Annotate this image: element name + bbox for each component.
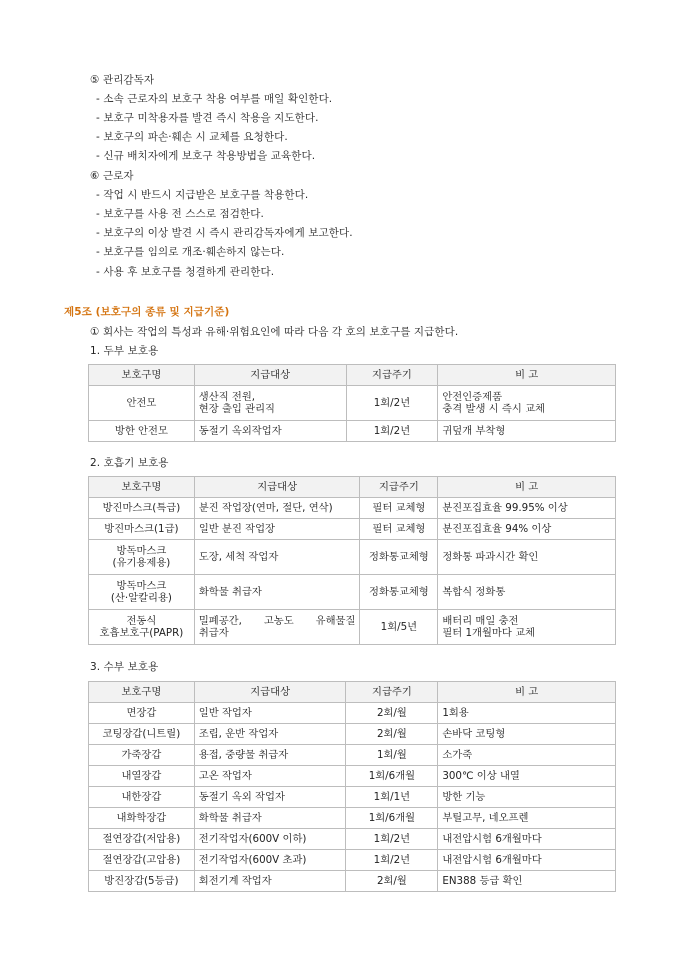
table-header-row [89, 682, 616, 703]
remark-cell: 300℃ 이상 내열 [438, 766, 616, 787]
item-name-cell: 내열장갑 [89, 766, 195, 787]
remark-cell: 분진포집효율 94% 이상 [438, 519, 616, 540]
cycle-cell: 1회/2년 [346, 386, 438, 421]
remark-cell: 배터리 매일 충전 필터 1개월마다 교체 [438, 610, 616, 645]
respiratory-protection-table [88, 476, 616, 645]
cycle-cell: 1회/2년 [346, 850, 438, 871]
table-row [89, 808, 616, 829]
column-header: 보호구명 [89, 477, 195, 498]
head-protection-table [88, 364, 616, 442]
remark-cell: 안전인증제품 충격 발생 시 즉시 교체 [438, 386, 616, 421]
target-cell: 일반 분진 작업장 [194, 519, 360, 540]
item-name-cell: 내화학장갑 [89, 808, 195, 829]
table-row [89, 610, 616, 645]
item-name-cell: 방독마스크 (유기용제용) [89, 540, 195, 575]
table-title-head: 1. 두부 보호용 [90, 345, 159, 357]
worker-item: - 보호구의 이상 발견 시 즉시 관리감독자에게 보고한다. [96, 227, 353, 239]
target-cell: 동절기 옥외 작업자 [194, 787, 346, 808]
target-cell: 화학물 취급자 [194, 808, 346, 829]
column-header: 보호구명 [89, 682, 195, 703]
remark-cell: 부틸고무, 네오프렌 [438, 808, 616, 829]
manager-heading: ⑤ 관리감독자 [90, 74, 155, 86]
table-title-hand: 3. 수부 보호용 [90, 661, 159, 673]
table-title-respiratory: 2. 호흡기 보호용 [90, 457, 169, 469]
column-header: 지급대상 [194, 682, 346, 703]
table-row [89, 766, 616, 787]
column-header: 지급주기 [346, 365, 438, 386]
target-cell: 용접, 중량물 취급자 [194, 745, 346, 766]
remark-cell: 소가죽 [438, 745, 616, 766]
table-row [89, 540, 616, 575]
table-header-row [89, 477, 616, 498]
hand-protection-table [88, 681, 616, 892]
table-row [89, 850, 616, 871]
remark-cell: 분진포집효율 99.95% 이상 [438, 498, 616, 519]
column-header: 비 고 [438, 365, 616, 386]
table-row [89, 386, 616, 421]
cycle-cell: 필터 교체형 [360, 519, 438, 540]
item-name-cell: 안전모 [89, 386, 195, 421]
target-cell: 고온 작업자 [194, 766, 346, 787]
target-cell: 동절기 옥외작업자 [194, 421, 346, 442]
manager-item: - 신규 배치자에게 보호구 착용방법을 교육한다. [96, 150, 316, 162]
remark-cell: 정화통 파과시간 확인 [438, 540, 616, 575]
target-cell: 전기작업자(600V 이하) [194, 829, 346, 850]
table-row [89, 421, 616, 442]
cycle-cell: 2회/월 [346, 703, 438, 724]
remark-cell: 복합식 정화통 [438, 575, 616, 610]
cycle-cell: 1회/5년 [360, 610, 438, 645]
item-name-cell: 절연장갑(저압용) [89, 829, 195, 850]
manager-item: - 보호구 미착용자를 발견 즉시 착용을 지도한다. [96, 112, 319, 124]
column-header: 지급대상 [194, 477, 360, 498]
worker-item: - 작업 시 반드시 지급받은 보호구를 착용한다. [96, 189, 309, 201]
target-cell: 회전기계 작업자 [194, 871, 346, 892]
item-name-cell: 전동식 호흡보호구(PAPR) [89, 610, 195, 645]
cycle-cell: 1회/월 [346, 745, 438, 766]
target-cell: 도장, 세척 작업자 [194, 540, 360, 575]
article-clause: ① 회사는 작업의 특성과 유해·위험요인에 따라 다음 각 호의 보호구를 지급한다. [90, 326, 459, 338]
column-header: 지급주기 [346, 682, 438, 703]
worker-heading: ⑥ 근로자 [90, 170, 134, 182]
item-name-cell: 방진마스크(1급) [89, 519, 195, 540]
table-header-row [89, 365, 616, 386]
worker-item: - 보호구를 사용 전 스스로 점검한다. [96, 208, 264, 220]
cycle-cell: 1회/2년 [346, 829, 438, 850]
worker-item: - 사용 후 보호구를 청결하게 관리한다. [96, 266, 275, 278]
cycle-cell: 1회/6개월 [346, 808, 438, 829]
column-header: 지급대상 [194, 365, 346, 386]
item-name-cell: 내한장갑 [89, 787, 195, 808]
column-header: 지급주기 [360, 477, 438, 498]
table-row [89, 519, 616, 540]
item-name-cell: 절연장갑(고압용) [89, 850, 195, 871]
column-header: 비 고 [438, 477, 616, 498]
cycle-cell: 필터 교체형 [360, 498, 438, 519]
worker-item: - 보호구를 임의로 개조·훼손하지 않는다. [96, 246, 285, 258]
table-row [89, 575, 616, 610]
target-cell: 분진 작업장(연마, 절단, 연삭) [194, 498, 360, 519]
remark-cell: 1회용 [438, 703, 616, 724]
table-row [89, 829, 616, 850]
cycle-cell: 1회/6개월 [346, 766, 438, 787]
cycle-cell: 2회/월 [346, 724, 438, 745]
manager-item: - 소속 근로자의 보호구 착용 여부를 매일 확인한다. [96, 93, 333, 105]
item-name-cell: 방진마스크(특급) [89, 498, 195, 519]
cycle-cell: 정화통교체형 [360, 540, 438, 575]
cycle-cell: 정화통교체형 [360, 575, 438, 610]
remark-cell: 손바닥 코팅형 [438, 724, 616, 745]
cycle-cell: 1회/2년 [346, 421, 438, 442]
remark-cell: 내전압시험 6개월마다 [438, 850, 616, 871]
column-header: 비 고 [438, 682, 616, 703]
table-row [89, 787, 616, 808]
table-row [89, 871, 616, 892]
remark-cell: 방한 기능 [438, 787, 616, 808]
item-name-cell: 방독마스크 (산·알칼리용) [89, 575, 195, 610]
item-name-cell: 방진장갑(5등급) [89, 871, 195, 892]
table-row [89, 745, 616, 766]
table-row [89, 724, 616, 745]
table-row [89, 703, 616, 724]
target-cell: 조립, 운반 작업자 [194, 724, 346, 745]
target-cell: 화학물 취급자 [194, 575, 360, 610]
cycle-cell: 2회/월 [346, 871, 438, 892]
remark-cell: 내전압시험 6개월마다 [438, 829, 616, 850]
target-cell: 일반 작업자 [194, 703, 346, 724]
target-cell: 전기작업자(600V 초과) [194, 850, 346, 871]
article-title: 제5조 (보호구의 종류 및 지급기준) [64, 306, 230, 318]
remark-cell: 귀덮개 부착형 [438, 421, 616, 442]
remark-cell: EN388 등급 확인 [438, 871, 616, 892]
item-name-cell: 면장갑 [89, 703, 195, 724]
target-cell: 생산직 전원, 현장 출입 관리직 [194, 386, 346, 421]
cycle-cell: 1회/1년 [346, 787, 438, 808]
item-name-cell: 코팅장갑(니트릴) [89, 724, 195, 745]
target-cell: 밀폐공간, 고농도 유해물질 취급자 [194, 610, 360, 645]
column-header: 보호구명 [89, 365, 195, 386]
table-row [89, 498, 616, 519]
item-name-cell: 가죽장갑 [89, 745, 195, 766]
manager-item: - 보호구의 파손·훼손 시 교체를 요청한다. [96, 131, 288, 143]
item-name-cell: 방한 안전모 [89, 421, 195, 442]
